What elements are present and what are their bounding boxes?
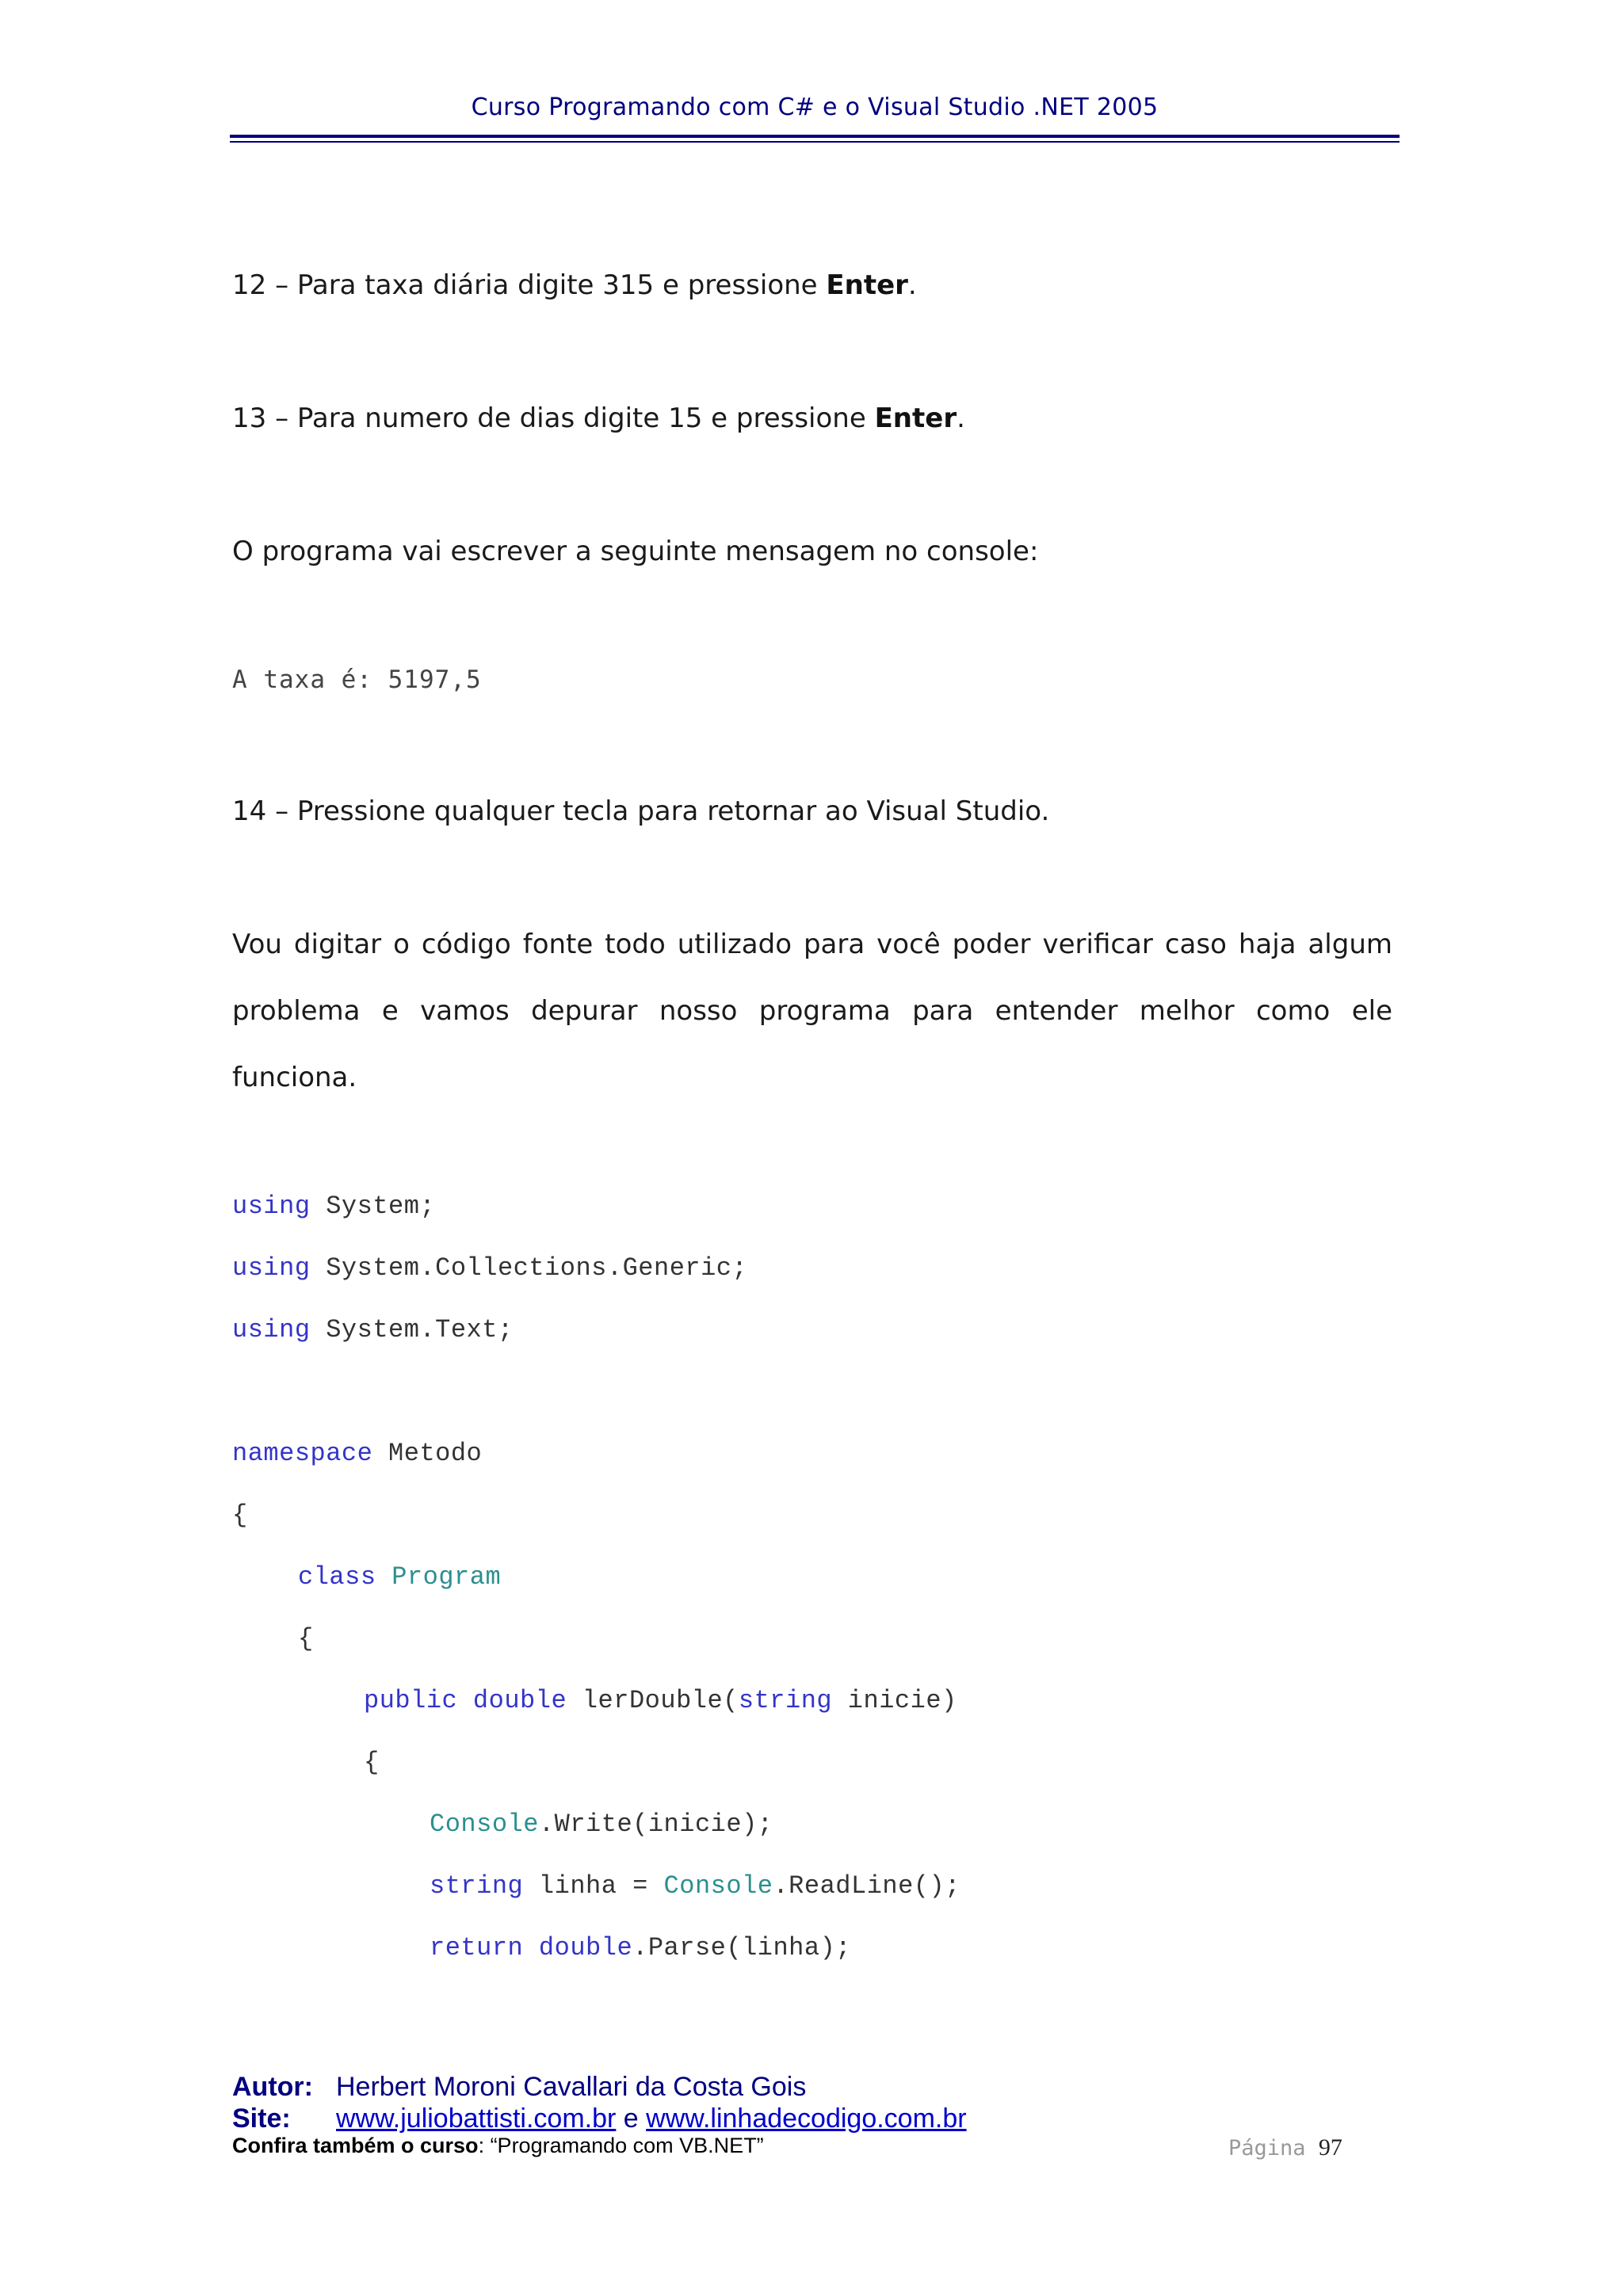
explanation-paragraph: Vou digitar o código fonte todo utilizado para você poder verificar caso haja algum problema e vamos depurar nosso programa para entender melhor como ele funciona. xyxy=(232,929,1392,1093)
console-output: A taxa é: 5197,5 xyxy=(232,666,482,694)
header-rule xyxy=(230,135,1400,138)
code-line-method: public double lerDouble(string inicie) xyxy=(364,1686,957,1715)
step-14: 14 – Pressione qualquer tecla para retornar ao Visual Studio. xyxy=(232,795,1050,827)
code-line-brace-namespace: { xyxy=(232,1501,248,1530)
footer-author-label: Autor: xyxy=(232,2072,313,2102)
header-rule-thin xyxy=(230,141,1400,143)
code-line-class: class Program xyxy=(298,1562,502,1592)
step-13: 13 – Para numero de dias digite 15 e pressione Enter. xyxy=(232,402,965,434)
footer-note: Confira também o curso: “Programando com VB.NET” xyxy=(232,2134,764,2157)
code-line-console-write: Console.Write(inicie); xyxy=(430,1810,773,1839)
link-linhadecodigo[interactable]: www.linhadecodigo.com.br xyxy=(646,2103,967,2134)
code-line-namespace: namespace Metodo xyxy=(232,1439,483,1468)
code-line-readline: string linha = Console.ReadLine(); xyxy=(430,1871,960,1901)
footer-site-label: Site: xyxy=(232,2103,291,2134)
step-12: 12 – Para taxa diária digite 315 e pressione Enter. xyxy=(232,269,917,301)
code-line-brace-class: { xyxy=(298,1624,314,1653)
code-line-using-system: using System; xyxy=(232,1192,436,1221)
code-line-using-text: using System.Text; xyxy=(232,1315,514,1344)
footer-site-links: www.juliobattisti.com.br e www.linhadecodigo.com.br xyxy=(336,2103,967,2134)
code-line-using-collections: using System.Collections.Generic; xyxy=(232,1253,748,1283)
code-line-return: return double.Parse(linha); xyxy=(430,1933,851,1962)
page-number: Página 97 xyxy=(1228,2134,1342,2161)
link-juliobattisti[interactable]: www.juliobattisti.com.br xyxy=(336,2103,617,2134)
page-header-title: Curso Programando com C# e o Visual Studio .NET 2005 xyxy=(471,93,1159,121)
footer-author-name: Herbert Moroni Cavallari da Costa Gois xyxy=(336,2072,807,2102)
code-line-brace-method: { xyxy=(364,1748,380,1777)
intro-output-text: O programa vai escrever a seguinte mensagem no console: xyxy=(232,536,1039,567)
